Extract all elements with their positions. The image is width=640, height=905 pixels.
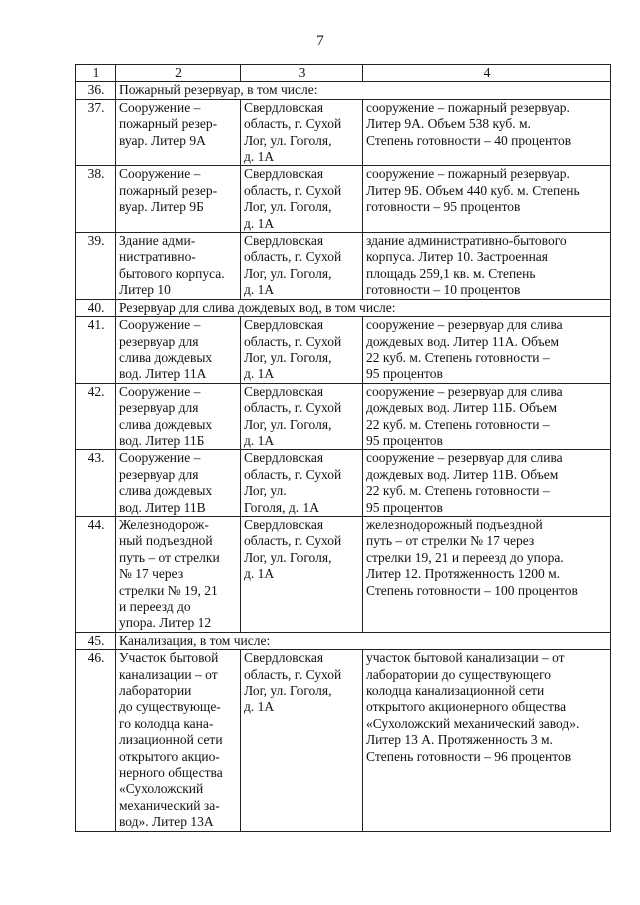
group-row [76,299,611,316]
group-row [76,632,611,649]
object-name-cell [116,383,241,450]
row-number: 46. [76,650,116,831]
address-cell-text: Свердловская область, г. Сухой Лог, ул. Гоголя, д. 1А [244,166,342,231]
table-row [76,516,611,632]
description-cell-text: сооружение – резервуар для слива дождевых вод. Литер 11Б. Объем 22 куб. м. Степень готовности – 95 процентов [366,383,563,448]
description-cell [363,99,611,166]
object-name-cell-text: Участок бытовой канализации – от лаборатории до существующе- го колодца кана- лизационной сети открытого акцио- нерного общества «Сухоложский механический за- вод». Литер 13А [119,650,223,830]
row-number: 45. [76,632,116,649]
object-name-cell [116,650,241,831]
address-cell-text: Свердловская область, г. Сухой Лог, ул. Гоголя, д. 1А [244,99,342,165]
row-number: 41. [76,317,116,384]
object-name-cell [116,99,241,166]
table-row [76,317,611,384]
object-name-cell [116,317,241,384]
description-cell [363,516,611,632]
table-row [76,233,611,300]
column-header-3: 3 [241,65,363,82]
address-cell-text: Свердловская область, г. Сухой Лог, ул. Гоголя, д. 1А [244,516,342,582]
table-body [76,82,611,831]
property-table [75,64,611,832]
row-number: 44. [76,516,116,632]
description-cell [363,383,611,450]
description-cell-text: сооружение – пожарный резервуар. Литер 9А. Объем 538 куб. м. Степень готовности – 40 процентов [366,99,572,148]
description-cell [363,450,611,517]
address-cell [241,166,363,233]
column-header-4: 4 [363,65,611,82]
row-number: 43. [76,450,116,517]
object-name-cell-text: Здание адми- нистративно- бытового корпуса. Литер 10 [119,233,225,298]
description-cell [363,233,611,300]
description-cell-text: сооружение – пожарный резервуар. Литер 9Б. Объем 440 куб. м. Степень готовности – 95 процентов [366,166,580,215]
address-cell-text: Свердловская область, г. Сухой Лог, ул. Гоголя, д. 1А [244,233,342,298]
group-title: Резервуар для слива дождевых вод, в том числе: [116,299,611,316]
table-row [76,99,611,166]
address-cell [241,383,363,450]
header-row [76,65,611,82]
table-row [76,450,611,517]
address-cell [241,650,363,831]
address-cell [241,233,363,300]
row-number: 40. [76,299,116,316]
object-name-cell [116,233,241,300]
column-header-2: 2 [116,65,241,82]
address-cell-text: Свердловская область, г. Сухой Лог, ул. Гоголя, д. 1А [244,383,342,448]
description-cell [363,317,611,384]
row-number: 39. [76,233,116,300]
column-header-1: 1 [76,65,116,82]
object-name-cell [116,166,241,233]
description-cell-text: железнодорожный подъездной путь – от стрелки № 17 через стрелки 19, 21 и переезд до упора. Литер 12. Протяженность 1200 м. Степень готовности – 100 процентов [366,516,578,598]
object-name-cell [116,450,241,517]
group-row [76,82,611,99]
description-cell-text: сооружение – резервуар для слива дождевых вод. Литер 11В. Объем 22 куб. м. Степень готовности – 95 процентов [366,450,563,515]
row-number: 36. [76,82,116,99]
row-number: 42. [76,383,116,450]
group-title: Пожарный резервуар, в том числе: [116,82,611,99]
description-cell [363,650,611,831]
address-cell-text: Свердловская область, г. Сухой Лог, ул. Гоголя, д. 1А [244,317,342,382]
description-cell-text: участок бытовой канализации – от лаборатории до существующего колодца канализационной сети открытого акционерного общества «Сухоложский механический завод». Литер 13 А. Протяженность 3 м. Степень готовности – 96 процентов [366,650,580,764]
object-name-cell-text: Сооружение – резервуар для слива дождевых вод. Литер 11Б [119,383,213,448]
table-row [76,166,611,233]
address-cell-text: Свердловская область, г. Сухой Лог, ул. Гоголя, д. 1А [244,650,342,715]
object-name-cell-text: Сооружение – пожарный резер- вуар. Литер 9Б [119,166,218,215]
address-cell-text: Свердловская область, г. Сухой Лог, ул. Гоголя, д. 1А [244,450,342,515]
address-cell [241,99,363,166]
object-name-cell-text: Сооружение – резервуар для слива дождевых вод. Литер 11В [119,450,213,515]
group-title: Канализация, в том числе: [116,632,611,649]
address-cell [241,516,363,632]
row-number: 38. [76,166,116,233]
table-row [76,383,611,450]
description-cell-text: сооружение – резервуар для слива дождевых вод. Литер 11А. Объем 22 куб. м. Степень готовности – 95 процентов [366,317,563,382]
object-name-cell [116,516,241,632]
table-row [76,650,611,831]
object-name-cell-text: Сооружение – резервуар для слива дождевых вод. Литер 11А [119,317,213,382]
description-cell [363,166,611,233]
page-number: 7 [316,33,324,49]
description-cell-text: здание административно-бытового корпуса. Литер 10. Застроенная площадь 259,1 кв. м. Степень готовности – 10 процентов [366,233,567,298]
object-name-cell-text: Железнодорож- ный подъездной путь – от стрелки № 17 через стрелки № 19, 21 и переезд до упора. Литер 12 [119,516,220,631]
row-number: 37. [76,99,116,166]
address-cell [241,450,363,517]
object-name-cell-text: Сооружение – пожарный резер- вуар. Литер 9А [119,99,218,148]
address-cell [241,317,363,384]
